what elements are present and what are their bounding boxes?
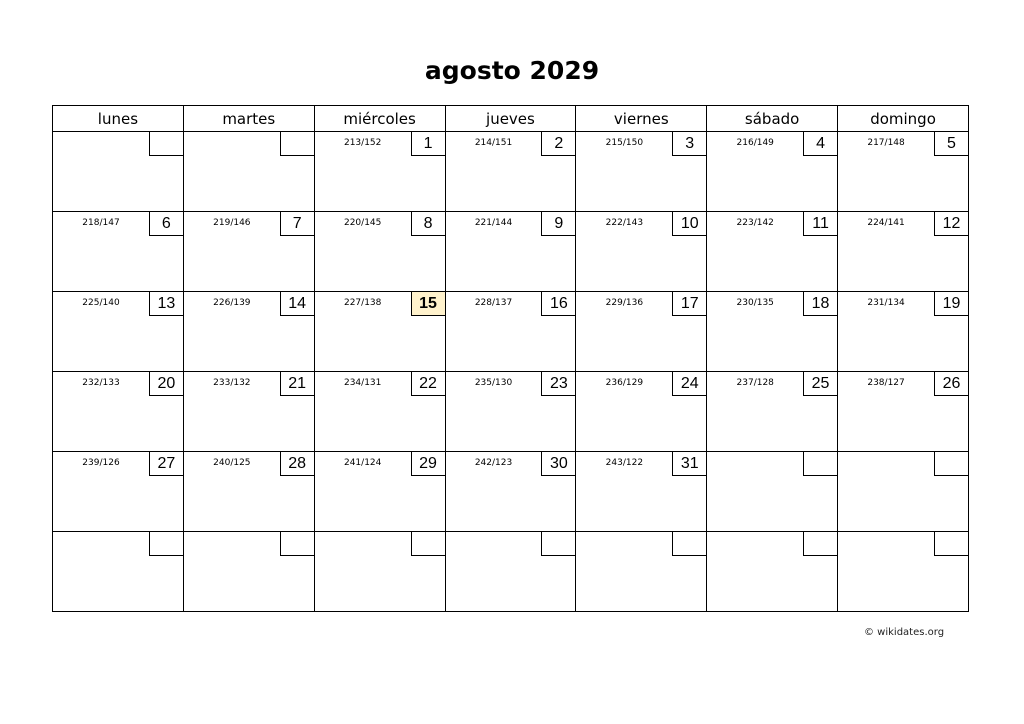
day-number-box: 30 [541,452,575,476]
day-number-box: 19 [934,292,968,316]
day-of-year-label: 213/152 [343,138,382,148]
day-number-box: 25 [803,372,837,396]
day-number-box [280,132,314,156]
day-number-box [934,452,968,476]
day-of-year-label: 220/145 [343,218,382,228]
day-of-year-label: 221/144 [474,218,513,228]
day-of-year-label: 232/133 [82,378,120,388]
calendar-empty-cell [838,452,969,532]
calendar-day-cell [445,452,576,532]
day-number-box [149,532,183,556]
calendar-day-cell [183,212,314,292]
copyright-footer: © wikidates.org [864,627,945,638]
day-number-box [672,532,706,556]
calendar-empty-cell [53,532,184,612]
day-number-box: 21 [280,372,314,396]
day-number-box: 3 [672,132,706,156]
weekday-header-viernes: viernes [576,106,707,132]
day-number-box: 16 [541,292,575,316]
day-number-box: 1 [411,132,445,156]
calendar-week-row [53,372,969,452]
day-number-box: 31 [672,452,706,476]
day-number-box: 14 [280,292,314,316]
day-of-year-label: 236/129 [605,378,644,388]
calendar-day-cell [445,292,576,372]
day-number-box [934,532,968,556]
day-number-box: 27 [149,452,183,476]
day-number-box [149,132,183,156]
weekday-header-miercoles: miércoles [314,106,445,132]
calendar-week-row [53,292,969,372]
calendar-day-cell [314,372,445,452]
day-number-box [411,532,445,556]
day-of-year-label: 222/143 [605,218,644,228]
calendar-day-cell [838,292,969,372]
calendar-day-cell [576,292,707,372]
day-number-box [541,532,575,556]
weekday-header-jueves: jueves [445,106,576,132]
weekday-header-domingo: domingo [838,106,969,132]
weekday-header-row [53,106,969,132]
day-number-box: 22 [411,372,445,396]
calendar-empty-cell [576,532,707,612]
day-of-year-label: 231/134 [867,298,905,308]
highlighted-day-number: 15 [411,292,445,316]
calendar-day-cell [314,132,445,212]
day-number-box: 24 [672,372,706,396]
calendar-day-cell [576,452,707,532]
calendar-empty-cell [53,132,184,212]
calendar-grid [52,105,969,612]
calendar-day-cell [838,212,969,292]
day-of-year-label: 241/124 [343,458,382,468]
calendar-day-cell [838,132,969,212]
day-of-year-label: 217/148 [867,138,905,148]
day-number-box: 18 [803,292,837,316]
day-of-year-label: 239/126 [82,458,120,468]
calendar-day-cell [576,372,707,452]
weekday-header-martes: martes [183,106,314,132]
day-number-box: 26 [934,372,968,396]
calendar-day-cell [445,372,576,452]
calendar-empty-cell [707,452,838,532]
day-number-box: 17 [672,292,706,316]
day-number-box: 8 [411,212,445,236]
day-number-box: 29 [411,452,445,476]
calendar-day-cell [707,292,838,372]
calendar-empty-cell [183,532,314,612]
calendar-day-cell [53,292,184,372]
calendar-day-cell [838,372,969,452]
day-number-box: 6 [149,212,183,236]
calendar-day-cell [53,212,184,292]
calendar-day-cell [314,212,445,292]
calendar-week-row [53,132,969,212]
day-of-year-label: 215/150 [605,138,644,148]
calendar-empty-cell [314,532,445,612]
day-of-year-label: 238/127 [867,378,905,388]
calendar-week-row [53,532,969,612]
day-number-box [803,452,837,476]
calendar-empty-cell [183,132,314,212]
calendar-day-cell [707,132,838,212]
weekday-header-lunes: lunes [53,106,184,132]
calendar-empty-cell [445,532,576,612]
day-number-box: 12 [934,212,968,236]
calendar-week-row [53,452,969,532]
day-of-year-label: 243/122 [605,458,644,468]
day-number-box: 23 [541,372,575,396]
day-of-year-label: 214/151 [474,138,513,148]
day-of-year-label: 226/139 [213,298,251,308]
calendar-day-cell [576,132,707,212]
calendar-title: agosto 2029 [424,56,600,85]
day-of-year-label: 235/130 [474,378,513,388]
calendar-day-cell [707,372,838,452]
calendar-day-cell [53,452,184,532]
day-number-box [280,532,314,556]
day-number-box: 2 [541,132,575,156]
day-number-box: 20 [149,372,183,396]
day-of-year-label: 216/149 [736,138,774,148]
day-of-year-label: 225/140 [82,298,120,308]
calendar-day-cell [445,212,576,292]
day-of-year-label: 228/137 [474,298,513,308]
weekday-header-sabado: sábado [707,106,838,132]
day-number-box: 5 [934,132,968,156]
day-number-box: 13 [149,292,183,316]
calendar-day-cell [707,212,838,292]
day-of-year-label: 223/142 [736,218,774,228]
day-of-year-label: 227/138 [343,298,382,308]
calendar-week-row [53,212,969,292]
calendar-day-cell [576,212,707,292]
calendar-empty-cell [838,532,969,612]
day-of-year-label: 224/141 [867,218,905,228]
day-number-box: 10 [672,212,706,236]
day-of-year-label: 237/128 [736,378,774,388]
day-number-box [803,532,837,556]
day-of-year-label: 230/135 [736,298,774,308]
calendar-empty-cell [707,532,838,612]
calendar-body [53,132,969,612]
calendar-day-cell [183,292,314,372]
day-number-box: 9 [541,212,575,236]
day-number-box: 4 [803,132,837,156]
day-of-year-label: 218/147 [82,218,120,228]
day-number-box: 7 [280,212,314,236]
day-of-year-label: 233/132 [213,378,251,388]
calendar-day-cell [314,452,445,532]
calendar-day-cell [445,132,576,212]
calendar-day-cell [53,372,184,452]
calendar-day-cell [183,452,314,532]
day-of-year-label: 240/125 [213,458,251,468]
calendar-day-cell [314,292,445,372]
calendar-day-cell [183,372,314,452]
day-of-year-label: 229/136 [605,298,644,308]
day-of-year-label: 219/146 [213,218,251,228]
day-of-year-label: 242/123 [474,458,513,468]
day-number-box: 28 [280,452,314,476]
day-of-year-label: 234/131 [343,378,382,388]
day-number-box: 11 [803,212,837,236]
